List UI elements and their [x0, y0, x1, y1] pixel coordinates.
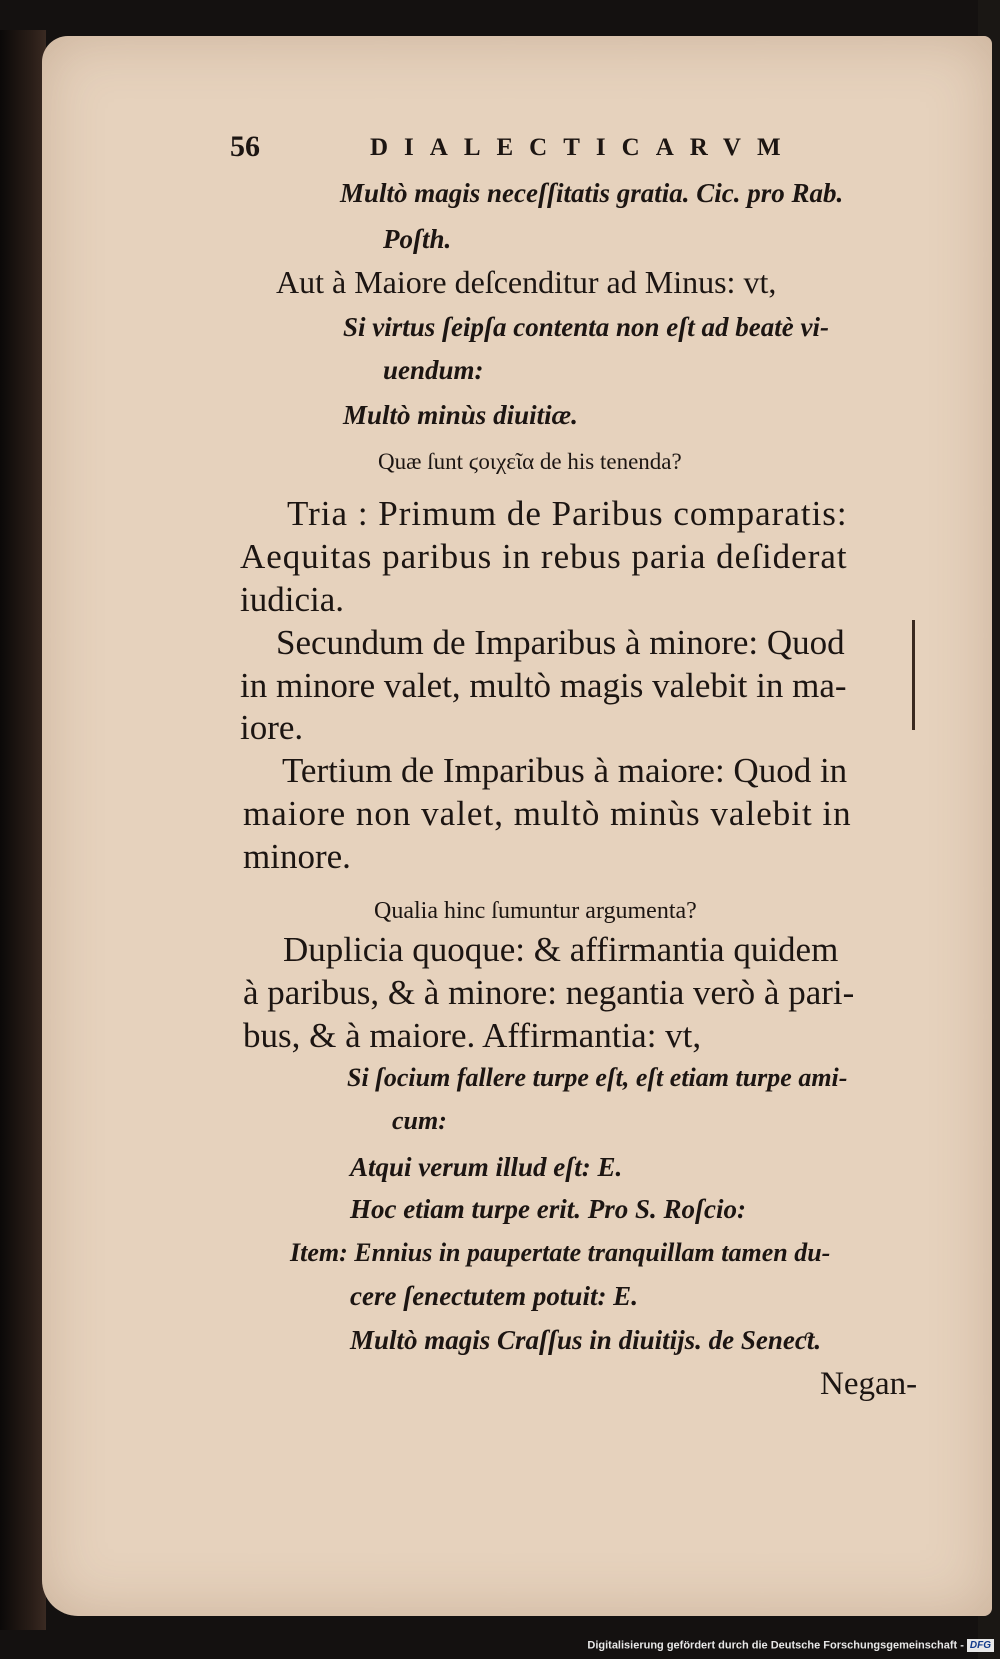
running-title: DIALECTICARVM [370, 134, 797, 161]
text-line: Tria : Primum de Paribus comparatis: [287, 494, 848, 533]
text-line: cum: [392, 1106, 447, 1135]
text-line: iore. [240, 708, 304, 747]
footer-credit: Digitalisierung gefördert durch die Deutsche Forschungsgemeinschaft - [587, 1639, 964, 1652]
footer-bar [0, 1635, 1000, 1655]
text-line: Si ſocium fallere turpe eſt, eſt etiam turpe ami- [347, 1063, 848, 1092]
page-stain [912, 620, 915, 730]
text-line: Poſth. [383, 224, 452, 254]
text-line: Si virtus ſeipſa contenta non eſt ad beatè vi- [343, 312, 829, 342]
text-line: maiore non valet, multò minùs valebit in [243, 794, 852, 833]
question-heading: Quæ ſunt ϛοιχεῖα de his tenenda? [378, 449, 682, 474]
text-line: Aut à Maiore deſcenditur ad Minus: vt, [276, 264, 777, 300]
question-heading: Qualia hinc ſumuntur argumenta? [374, 898, 697, 924]
text-line: Multò minùs diuitiæ. [343, 400, 578, 430]
page-number: 56 [230, 130, 260, 163]
text-line: iudicia. [240, 580, 344, 619]
text-line: Item: Ennius in paupertate tranquillam tamen du- [290, 1238, 831, 1267]
text-line: minore. [243, 837, 351, 876]
text-line: Secundum de Imparibus à minore: Quod [276, 623, 845, 662]
text-line: cere ſenectutem potuit: E. [350, 1281, 638, 1311]
text-line: Aequitas paribus in rebus paria deſiderat [240, 537, 848, 576]
text-line: Tertium de Imparibus à maiore: Quod in [282, 751, 848, 790]
binding-shadow [0, 30, 46, 1630]
text-line: Multò magis Craſſus in diuitijs. de Seneƈt. [350, 1325, 822, 1355]
text-line: à paribus, & à minore: negantia verò à pari- [243, 973, 855, 1012]
text-line: uendum: [383, 355, 484, 385]
text-line: Atqui verum illud eſt: E. [350, 1152, 623, 1182]
dfg-logo-icon: DFG [967, 1639, 994, 1652]
catchword: Negan- [820, 1366, 918, 1402]
text-line: in minore valet, multò magis valebit in ma- [240, 666, 847, 705]
text-line: Duplicia quoque: & affirmantia quidem [283, 930, 839, 969]
text-line: bus, & à maiore. Affirmantia: vt, [243, 1016, 702, 1055]
text-line: Hoc etiam turpe erit. Pro S. Roſcio: [350, 1194, 746, 1224]
text-line: Multò magis neceſſitatis gratia. Cic. pro Rab. [340, 178, 844, 208]
